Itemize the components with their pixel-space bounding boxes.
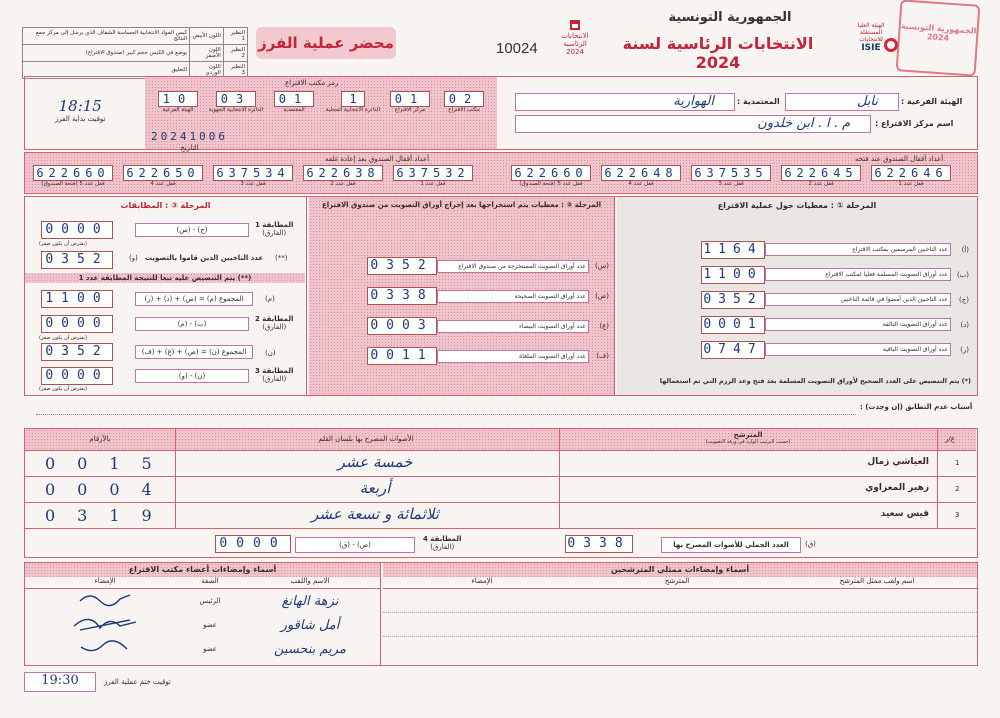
total-value-box: 0338 (565, 535, 633, 553)
lock-field (123, 165, 203, 187)
stage1-row (669, 312, 969, 337)
members-section (25, 563, 381, 665)
sum-n-value-box: 0352 (41, 343, 113, 361)
sum-m-value (41, 290, 113, 308)
m4-value-box: 0000 (215, 535, 291, 553)
m4-sub: (الفارق) (430, 543, 455, 551)
stage2-value: 0011 (367, 347, 437, 365)
stamp-text: الجمهورية التونسية 2024 (900, 21, 977, 43)
signature-icon (75, 637, 135, 657)
stage3-section (25, 197, 307, 395)
office-code-row (149, 91, 491, 121)
lock-label: قفل عدد 3 (240, 181, 266, 187)
lock-field (781, 165, 861, 187)
stage1-row (669, 262, 969, 287)
m3-note: (يفترض أن يكون صفر) (39, 386, 87, 392)
m2-label-text: المطابقة 2 (255, 315, 294, 323)
lock-label: قفل عدد 1 (420, 181, 446, 187)
members-col-name: الاسم واللقب (290, 577, 330, 585)
lock-label: قفل عدد 5 (فتحة الصندوق) (519, 181, 583, 187)
m2-sub: (الفارق) (262, 323, 287, 331)
result-candidate: زهير المغزاوي (865, 483, 929, 493)
lock-field (213, 165, 293, 187)
isie-name: الهيئة العليا المستقلة للانتخابات (857, 22, 885, 43)
election-title: الانتخابات الرئاسية لسنة 2024 (622, 34, 814, 72)
voters-value (41, 251, 113, 269)
lock-field (871, 165, 951, 187)
stage1-letter: (ر) (960, 345, 969, 354)
col-candidate-sub: (حسب الترتيب الوارد في ورقة التصويت) (705, 439, 791, 445)
members-col-role: الصفة (201, 577, 219, 585)
member-role: الرئيس (199, 597, 221, 605)
lock-field (601, 165, 681, 187)
locks-panel (24, 152, 978, 194)
code-regional-body (149, 91, 207, 113)
code-label: مكتب الاقتراع (448, 107, 480, 113)
sum-n-label: المجموع (ن) = (ص) + (ع) + (ف) (135, 345, 253, 359)
total-value (565, 535, 633, 553)
lock-number: 622645 (781, 165, 861, 181)
stage2-value: 0338 (367, 287, 437, 305)
sum-m-label: المجموع (م) = (س) + (د) + (ر) (135, 292, 253, 306)
total-label: العدد الجملي للأصوات المصرح بها (661, 537, 801, 553)
member-row (25, 637, 380, 661)
form-title: محضر عملية الفرز (256, 27, 396, 59)
stage1-row (669, 287, 969, 312)
sum-n-letter: (ن) (265, 349, 276, 357)
stage2-letter: (ص) (595, 292, 609, 300)
member-name: مريم بنحسين (274, 641, 346, 657)
sum-n-value (41, 343, 113, 361)
stage1-letter: (أ) (961, 245, 969, 254)
lock-field (33, 165, 113, 187)
legend-row (23, 28, 248, 45)
end-time-value: 19:30 (24, 672, 96, 692)
m3-sub: (الفارق) (262, 375, 287, 383)
lock-label: قفل عدد 3 (718, 181, 744, 187)
result-candidate: قيس سعيد (880, 509, 929, 519)
lock-number: 622648 (601, 165, 681, 181)
legend-color: اللون الأبيض (190, 28, 224, 45)
code-label: المعتمدية (283, 107, 305, 113)
result-digits: 0015 (45, 454, 174, 473)
official-stamp (896, 0, 981, 77)
members-title: أسماء وإمضاءات أعضاء مكتب الاقتراع (25, 563, 380, 577)
stage3-title: المرحلة ③ : المطابقات (120, 201, 211, 210)
stage2-rows (347, 251, 609, 371)
lock-label: قفل عدد 1 (898, 181, 924, 187)
legend-color: اللون الأصفر (190, 45, 224, 62)
stage2-letter: (س) (594, 262, 609, 270)
member-name: أمل شاقور (280, 617, 340, 633)
voters-label: عدد الناخبين الذين قاموا بالتصويت (145, 254, 264, 262)
lock-field (691, 165, 771, 187)
stage1-label: عدد أوراق التصويت الباقية (765, 343, 951, 356)
stage2-label: عدد أوراق التصويت البيضاء (437, 320, 589, 333)
m1-formula: (ج) - (س) (135, 223, 249, 237)
stage1-label: عدد الناخبين الذين أمضوا في قائمة الناخبين (765, 293, 951, 306)
m2-note: (يفترض أن يكون صفر) (39, 335, 87, 341)
code-label: الدائرة الانتخابية المحلية (325, 107, 381, 113)
legend-code: النظير 1 (223, 28, 247, 45)
election-logo (555, 20, 595, 56)
legend-row (23, 45, 248, 62)
lock-number: 622638 (303, 165, 383, 181)
office-code-caption: رمز مكتب الاقتراع (285, 79, 339, 87)
legend-desc: التعليق (23, 62, 190, 79)
lock-label: قفل عدد 5 (فتحة الصندوق) (41, 181, 105, 187)
form-number: 10024 (496, 40, 538, 57)
start-time-value: 18:15 (58, 97, 102, 115)
stage1-title: المرحلة ① : معطيات حول عملية الاقتراع (717, 201, 877, 210)
stage1-value: 1100 (701, 266, 765, 284)
members-header (25, 577, 380, 589)
m2-value-box: 0000 (41, 315, 113, 333)
lock-number: 622660 (33, 165, 113, 181)
office-info-panel (24, 76, 978, 150)
col-num-header: ع/ر (945, 435, 955, 443)
lock-number: 622660 (511, 165, 591, 181)
code-box: 01 (390, 91, 430, 107)
voters-mark: (**) (275, 254, 288, 262)
m2-formula: (ب) - (م) (135, 317, 249, 331)
results-table (24, 428, 978, 558)
stage2-section (309, 197, 615, 395)
ballot-box-icon (570, 20, 580, 30)
center-label: اسم مركز الاقتراع : (875, 119, 954, 128)
lock-label: قفل عدد 4 (150, 181, 176, 187)
voters-value-box: 0352 (41, 251, 113, 269)
lock-field (303, 165, 383, 187)
date-value: 20241006 (151, 130, 228, 143)
result-num: 1 (955, 459, 960, 467)
m2-label (255, 315, 293, 331)
lock-number: 637532 (393, 165, 473, 181)
lock-label: قفل عدد 2 (808, 181, 834, 187)
reps-header (383, 577, 977, 589)
reps-row-empty (383, 637, 977, 661)
legend-desc: كيس المواد الانتخابية الحساسة الشفاف الذي يرسل إلى مركز جمع النتائج (23, 28, 190, 45)
reps-col-name: اسم ولقب ممثل المترشح (839, 577, 915, 585)
m4-label-text: المطابقة 4 (423, 535, 462, 543)
legend-desc: يوضع في الكيس حجم كبير (صندوق الاقتراع) (23, 45, 190, 62)
member-row (25, 589, 380, 613)
member-signature (30, 637, 180, 661)
m1-value (41, 221, 113, 239)
stage1-row (669, 237, 969, 262)
col-candidate-header (561, 431, 935, 445)
member-role: عضو (203, 621, 217, 629)
result-row (25, 477, 976, 503)
lock-number: 637535 (691, 165, 771, 181)
stage1-rows (669, 237, 969, 362)
code-delegation (265, 91, 323, 113)
m3-value (41, 367, 113, 385)
stage1-letter: (ب) (956, 270, 969, 279)
m3-formula: (ن) - (و) (135, 369, 249, 383)
lock-number: 622650 (123, 165, 203, 181)
center-field: م . ا . ابن خلدون (515, 115, 871, 133)
locks-after-row (33, 165, 493, 187)
stage1-value: 1164 (701, 241, 765, 259)
code-box: 03 (216, 91, 256, 107)
end-time-label: توقيت ختم عملية الفرز (104, 678, 171, 686)
stage2-title: المرحلة ② : معطيات يتم استخراجها بعد إخراج أوراق التصويت من صندوق الاقتراع (321, 201, 602, 209)
delegation-label: المعتمدية : (737, 97, 780, 106)
stage2-row (347, 251, 609, 281)
code-office (437, 91, 491, 113)
result-num: 2 (955, 485, 960, 493)
signature-icon (75, 589, 135, 609)
m3-label-text: المطابقة 3 (255, 367, 294, 375)
stage2-value: 0003 (367, 317, 437, 335)
result-words: خمسة عشر (337, 453, 413, 471)
isie-label: ISIE (861, 43, 881, 53)
code-label: مركز الاقتراع (394, 107, 426, 113)
reps-row-empty (383, 613, 977, 637)
signature-icon (70, 612, 140, 634)
m3-label (255, 367, 293, 383)
lock-field (393, 165, 473, 187)
rule-note: (**) يتم التنصيص عليه تبعا للنتيجة المطابقة عدد 1 (25, 273, 305, 283)
code-regional-district (207, 91, 265, 113)
stage1-section (617, 197, 977, 395)
flag-icon (884, 38, 898, 52)
member-signature (30, 612, 180, 638)
lock-field (511, 165, 591, 187)
stage2-label: عدد أوراق التصويت المستخرجة من صندوق الاقتراع (437, 260, 589, 273)
locks-after-title: أعداد أقفال الصندوق بعد إعادة غلقه (325, 155, 430, 163)
result-words: ثلاثمائة و تسعة عشر (311, 505, 439, 523)
stage2-row (347, 281, 609, 311)
member-name: نزهة الهانغ (281, 593, 339, 609)
legend-code: النظير 3 (223, 62, 247, 79)
stage1-label: عدد أوراق التصويت التالفة (765, 318, 951, 331)
reps-title: أسماء وإمضاءات ممثلي المترشحين (383, 563, 977, 577)
m4-label (423, 535, 461, 551)
lock-number: 637534 (213, 165, 293, 181)
m2-value (41, 315, 113, 333)
m1-sub: (الفارق) (262, 229, 287, 237)
code-box: 02 (444, 91, 484, 107)
stages-panel (24, 196, 978, 396)
locks-before-title: أعداد أقفال الصندوق عند فتحه (855, 155, 944, 163)
result-num: 3 (955, 511, 960, 519)
m1-note: (يفترض أن يكون صفر) (39, 241, 87, 247)
sum-m-letter: (م) (265, 295, 275, 303)
stage2-letter: (ف) (596, 352, 609, 360)
stage2-row (347, 311, 609, 341)
result-row (25, 451, 976, 477)
delegation-field: الهوارية (515, 93, 735, 111)
legend-code: النظير 2 (223, 45, 247, 62)
stage1-note: (*) يتم التنصيص على العدد الصحيح لأوراق التصويت المسلمة بعد فتح وعد الرزم التي تم استعمالها (659, 377, 971, 385)
sum-m-value-box: 1100 (41, 290, 113, 308)
lock-label: قفل عدد 4 (628, 181, 654, 187)
reps-row-empty (383, 589, 977, 613)
signatures-panel (24, 562, 978, 666)
stage1-value: 0747 (701, 341, 765, 359)
start-time-field (55, 97, 105, 123)
stage1-row (669, 337, 969, 362)
voters-letter: (و) (129, 254, 138, 262)
stage1-letter: (د) (960, 320, 969, 329)
m4-formula: (ص) - (ق) (295, 537, 415, 553)
col-candidate-title: المترشح (733, 431, 763, 439)
col-words-header: الأصوات المصرح بها بلسان القلم (318, 435, 414, 443)
stage2-letter: (ع) (599, 322, 609, 330)
stage2-value: 0352 (367, 257, 437, 275)
code-center (383, 91, 437, 113)
sub-authority-label: الهيئة الفرعية : (901, 97, 963, 106)
stage2-row (347, 341, 609, 371)
stage1-letter: (ج) (959, 295, 969, 304)
date-field (151, 125, 228, 152)
members-col-sign: الإمضاء (94, 577, 116, 585)
reps-col-candidate: المترشح (664, 577, 690, 585)
code-label: الهيئة الفرعية (162, 107, 194, 113)
result-candidate: العياشي زمال (867, 457, 929, 467)
member-row (25, 613, 380, 637)
code-box: 01 (274, 91, 314, 107)
code-label: الدائرة الانتخابية الجهوية (208, 107, 264, 113)
m3-value-box: 0000 (41, 367, 113, 385)
col-digits-header: بالأرقام (89, 435, 111, 443)
code-local-district (323, 91, 383, 113)
m4-value (215, 535, 291, 553)
date-label: التاريخ (180, 144, 199, 152)
lock-number: 622646 (871, 165, 951, 181)
reps-col-sign: الإمضاء (471, 577, 493, 585)
member-signature (30, 589, 180, 613)
m1-value-box: 0000 (41, 221, 113, 239)
republic-title: الجمهورية التونسية (668, 10, 792, 25)
stage1-value: 0352 (701, 291, 765, 309)
reps-section (383, 563, 977, 665)
mismatch-reasons-label: أسباب عدم التطابق (إن وجدت) : (860, 403, 973, 411)
total-letter: (ق) (805, 540, 816, 548)
locks-before-row (511, 165, 971, 187)
m1-label (255, 221, 293, 237)
m1-label-text: المطابقة 1 (255, 221, 294, 229)
code-box: 10 (158, 91, 198, 107)
code-box: 1 (341, 91, 365, 107)
copies-legend (22, 27, 248, 79)
result-row (25, 503, 976, 529)
legend-color: اللون الوردي (190, 62, 224, 79)
sub-authority-field: نابل (785, 93, 899, 111)
stage1-value: 0001 (701, 316, 765, 334)
mismatch-reasons-line (36, 414, 856, 415)
stage2-label: عدد أوراق التصويت الصحيحة (437, 290, 589, 303)
stage1-label: عدد الناخبين المرسمين بمكتب الاقتراع (765, 243, 951, 256)
member-role: عضو (203, 645, 217, 653)
stage1-label: عدد أوراق التصويت المسلمة فعليا لمكتب الاقتراع (765, 268, 951, 281)
election-logo-text: الانتخابات الرئاسية 2024 (561, 32, 589, 56)
result-digits: 0004 (45, 480, 174, 499)
start-time-label: توقيت بداية الفرز (55, 115, 106, 123)
result-words: أربعة (359, 479, 391, 497)
result-digits: 0319 (45, 506, 174, 525)
lock-label: قفل عدد 2 (330, 181, 356, 187)
stage2-label: عدد أوراق التصويت الملغاة (437, 350, 589, 363)
